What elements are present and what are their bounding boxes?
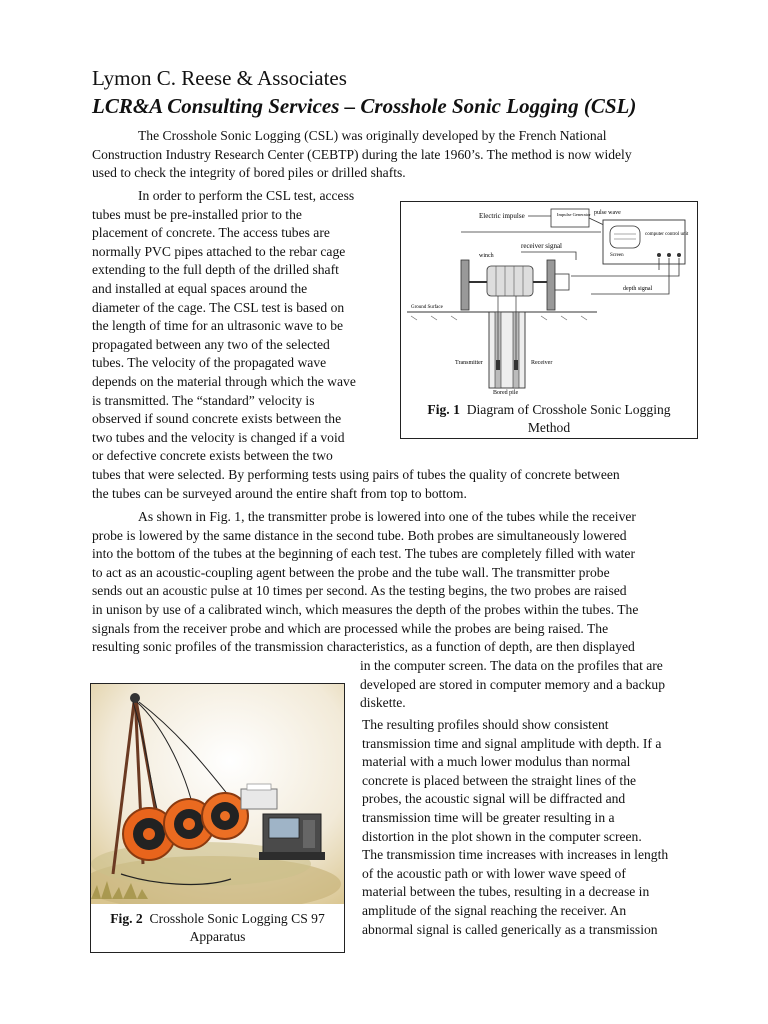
transmitter-probe: [496, 360, 500, 370]
printer-paper: [247, 784, 271, 790]
text-line: Construction Industry Research Center (CEBTP) during the late 1960’s. The method is now widely: [92, 146, 632, 162]
control-unit-keys: [303, 820, 315, 848]
winch-drum: [487, 266, 533, 296]
csl-diagram: [401, 202, 697, 397]
text-line: diskette.: [360, 695, 406, 711]
label-receiver: Receiver: [531, 360, 553, 366]
text-line: developed are stored in computer memory and a backup: [360, 676, 665, 692]
connector-dot: [667, 253, 671, 257]
label-pulse-wave: pulse wave: [594, 210, 621, 216]
text-line: probes, the acoustic signal will be diffracted and: [362, 791, 626, 807]
depth-encoder: [555, 274, 569, 290]
text-line: in the computer screen. The data on the profiles that are: [360, 658, 663, 673]
text-line: The transmission time increases with increases in length: [362, 847, 669, 863]
text-line: used to check the integrity of bored piles or drilled shafts.: [92, 165, 406, 181]
computer-screen-icon: [610, 226, 640, 248]
wire: [521, 252, 576, 260]
company-name: Lymon C. Reese & Associates: [92, 66, 347, 90]
text-line: In order to perform the CSL test, access: [138, 188, 355, 203]
text-line: tubes must be pre-installed prior to the: [92, 206, 302, 222]
text-line: As shown in Fig. 1, the transmitter probe is lowered into one of the tubes while the receiver: [138, 509, 636, 524]
text-line: normally PVC pipes attached to the rebar cage: [92, 243, 346, 259]
text-line: and installed at equal spaces around the: [92, 280, 308, 296]
text-line: of the acoustic path or with lower wave speed of: [362, 865, 626, 881]
label-winch: winch: [479, 253, 494, 259]
text-line: sends out an acoustic pulse at 10 times per second. As the testing begins, the two probes are raised: [92, 583, 627, 599]
paragraph-2-left: [92, 187, 356, 466]
label-electric-impulse: Electric impulse: [479, 212, 525, 220]
paragraph-3-right: [360, 657, 665, 713]
text-line: tubes that were selected. By performing tests using pairs of tubes the quality of concrete between: [92, 467, 620, 482]
text-line: concrete is placed between the straight lines of the: [362, 772, 637, 788]
text-line: the tubes can be surveyed around the entire shaft from top to bottom.: [92, 485, 467, 501]
text-line: probe is lowered by the same distance in the second tube. Both probes are simultaneously lowered: [92, 527, 627, 543]
text-line: diameter of the cage. The CSL test is based on: [92, 299, 345, 315]
text-line: abnormal signal is called generically as a transmission: [362, 921, 658, 937]
text-line: resulting sonic profiles of the transmission characteristics, as a function of depth, are then displayed: [92, 639, 635, 655]
figure-2: [90, 683, 345, 953]
figure-1-caption-text: Diagram of Crosshole Sonic Logging: [466, 402, 671, 417]
figure-1-caption: [401, 401, 697, 437]
text-line: amplitude of the signal reaching the receiver. An: [362, 902, 627, 918]
text-line: tubes. The velocity of the propagated wave: [92, 355, 327, 371]
receiver-probe: [514, 360, 518, 370]
text-line: or defective concrete exists between the two: [92, 448, 333, 464]
text-line: observed if sound concrete exists between the: [92, 411, 342, 427]
bored-pile: [489, 312, 525, 388]
text-line: The resulting profiles should show consistent: [362, 717, 609, 732]
label-impulse-generator: Impulse Generator: [557, 212, 591, 217]
paragraph-3: [92, 508, 638, 657]
figure-1-label: Fig. 1: [427, 402, 460, 417]
control-unit-base: [259, 852, 325, 860]
figure-1: [400, 201, 698, 439]
text-line: material with a much lower modulus than normal: [362, 754, 631, 770]
label-ground-surface: Ground Surface: [411, 305, 443, 310]
label-bored-pile: Bored pile: [493, 390, 519, 396]
winch-frame-left: [461, 260, 469, 310]
text-line: transmission time will be greater resulting in a: [362, 809, 615, 825]
text-line: is transmitted. The “standard” velocity is: [92, 392, 315, 408]
figure-2-label: Fig. 2: [110, 911, 143, 926]
page-title: LCR&A Consulting Services – Crosshole Sonic Logging (CSL): [92, 94, 637, 118]
figure-2-caption-text-2: Apparatus: [189, 929, 246, 944]
tripod-pulley: [130, 693, 140, 703]
label-transmitter: Transmitter: [455, 360, 483, 366]
text-line: in unison by use of a calibrated winch, which measures the depth of the probes within the tubes. The: [92, 601, 639, 617]
csl-apparatus-photo: [91, 684, 344, 904]
figure-2-caption-text: Crosshole Sonic Logging CS 97: [149, 911, 325, 926]
control-unit-screen: [269, 818, 299, 838]
winch-frame-right: [547, 260, 555, 310]
figure-2-caption: [91, 910, 344, 946]
text-line: The Crosshole Sonic Logging (CSL) was originally developed by the French National: [138, 128, 607, 143]
label-computer-control: computer control unit: [645, 232, 689, 237]
paragraph-4-right: [362, 716, 668, 939]
text-line: transmission time and signal amplitude with depth. If a: [362, 735, 662, 751]
text-line: into the bottom of the tubes at the beginning of each test. The tubes are completely filled with water: [92, 546, 635, 562]
text-line: extending to the full depth of the drilled shaft: [92, 262, 339, 278]
label-screen: Screen: [610, 253, 624, 258]
printer: [241, 789, 277, 809]
figure-1-caption-text-2: Method: [527, 420, 571, 435]
text-line: material between the tubes, resulting in a decrease in: [362, 884, 650, 900]
label-receiver-signal: receiver signal: [521, 242, 563, 250]
paragraph-1: [92, 127, 632, 183]
text-line: distortion in the plot shown in the computer screen.: [362, 828, 642, 844]
text-line: depends on the material through which the wave: [92, 373, 356, 389]
label-depth-signal: depth signal: [623, 286, 653, 292]
text-line: the length of time for an ultrasonic wave to be: [92, 318, 344, 334]
connector-dot: [657, 253, 661, 257]
text-line: two tubes and the velocity is changed if a void: [92, 429, 345, 445]
connector-dot: [677, 253, 681, 257]
text-line: propagated between any two of the selected: [92, 336, 330, 352]
text-line: to act as an acoustic-coupling agent between the probe and the tube wall. The transmitter probe: [92, 564, 610, 580]
text-line: signals from the receiver probe and which are processed while the probes are being raised. The: [92, 620, 609, 636]
paragraph-2-full: [92, 466, 620, 503]
text-line: placement of concrete. The access tubes are: [92, 225, 330, 241]
